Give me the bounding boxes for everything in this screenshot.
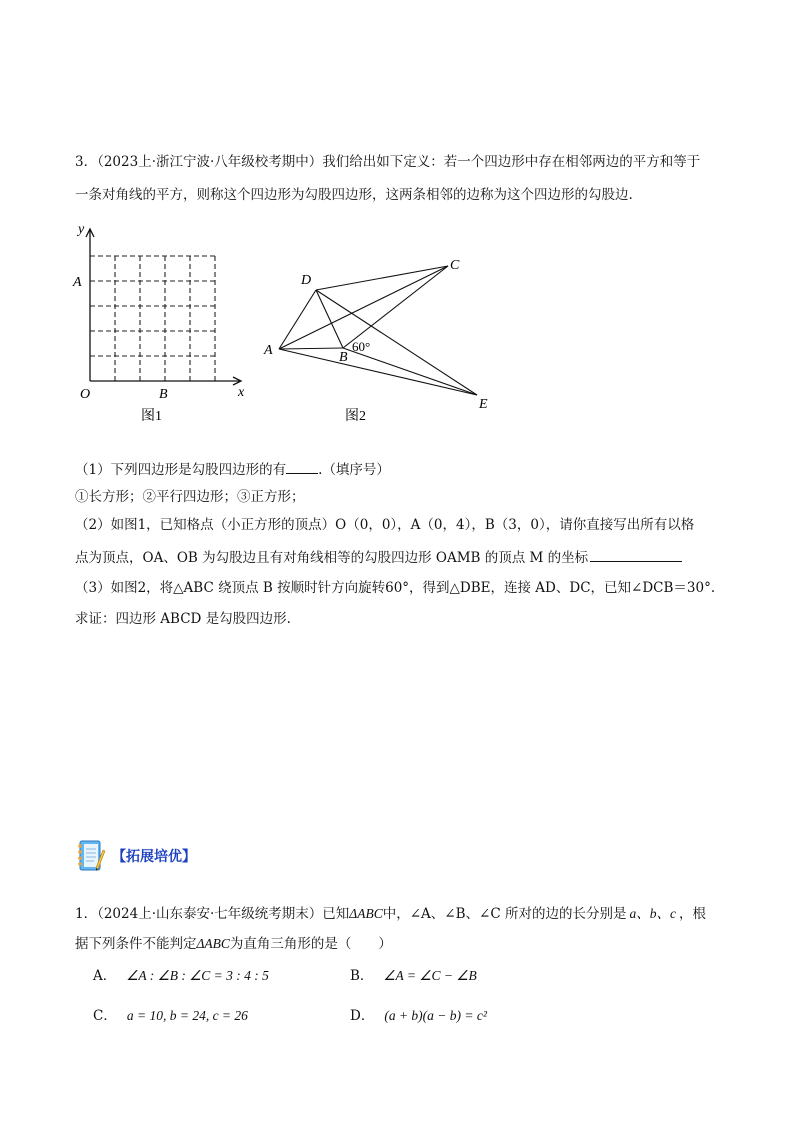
q3-part2-line2 xyxy=(75,547,682,568)
point-A-label: A xyxy=(264,343,273,358)
section-header xyxy=(76,838,196,874)
point-O-label: O xyxy=(80,387,91,402)
part3-line1: （3）如图2，将△ABC 绕顶点 B 按顺时针方向旋转60°，得到△DBE，连接 AD、DC，已知∠DCB＝30°. xyxy=(75,580,716,596)
option-A-text: ∠A : ∠B : ∠C = 3 : 4 : 5 xyxy=(126,968,269,983)
point-B-label: B xyxy=(159,387,168,402)
q3-number: 3． xyxy=(75,154,98,170)
grid-lines xyxy=(90,256,215,381)
q1-text-2: 中，∠A、∠B、∠C 所对的边的长分别是 xyxy=(382,906,627,922)
q1-line2 xyxy=(75,934,392,954)
q3-intro-2: 一条对角线的平方，则称这个四边形为勾股四边形，这两条相邻的边称为这个四边形的勾股边. xyxy=(75,187,633,203)
point-E-label: E xyxy=(479,397,488,412)
option-C-label: C． xyxy=(93,1008,117,1024)
q3-part1 xyxy=(75,459,390,480)
q3-intro-1: 我们给出如下定义：若一个四边形中存在相邻两边的平方和等于 xyxy=(322,154,701,170)
point-A-label: A xyxy=(73,275,82,290)
option-D-text: (a + b)(a − b) = c² xyxy=(384,1008,487,1023)
q1-text-1: （2024上·山东泰安·七年级统考期末）已知 xyxy=(97,906,350,922)
notebook-pencil-icon xyxy=(76,838,106,874)
y-axis-label: y xyxy=(78,222,85,237)
segment-BC xyxy=(343,266,448,348)
option-B[interactable] xyxy=(350,966,477,986)
x-axis-label: x xyxy=(238,385,245,400)
option-C-text: a = 10, b = 24, c = 26 xyxy=(126,1008,248,1023)
segment-AE xyxy=(279,349,477,395)
part1-options: ①长方形；②平行四边形；③正方形； xyxy=(75,489,305,505)
segment-DC xyxy=(316,266,448,290)
side-letters: a、b、c xyxy=(629,906,676,921)
q1-text-5: 为直角三角形的是（ ） xyxy=(229,936,392,952)
option-B-label: B． xyxy=(350,968,374,984)
section-title: 【拓展培优】 xyxy=(112,849,196,865)
figure-1-caption: 图1 xyxy=(141,409,162,424)
q1-number: 1． xyxy=(75,906,98,922)
figure-1 xyxy=(68,218,258,428)
segment-AB xyxy=(279,348,343,349)
option-A[interactable] xyxy=(93,966,269,986)
part1-suffix: .（填序号） xyxy=(318,462,390,478)
q3-source: （2023上·浙江宁波·八年级校考期中） xyxy=(97,154,323,170)
point-D-label: D xyxy=(301,273,312,288)
figure-2-caption: 图2 xyxy=(345,409,366,424)
q1-text-3: ，根 xyxy=(678,906,706,922)
q3-line1 xyxy=(75,152,700,172)
part2-line2: 点为顶点，OA、OB 为勾股边且有对角线相等的勾股四边形 OAMB 的顶点 M 的坐标 xyxy=(75,550,589,566)
q1-text-4: 据下列条件不能判定 xyxy=(75,936,197,952)
answer-blank-2[interactable] xyxy=(590,547,682,562)
segment-BE xyxy=(343,348,477,395)
triangle-symbol: ΔABC xyxy=(349,906,383,921)
figure-2 xyxy=(255,248,505,428)
part2-line1: （2）如图1，已知格点（小正方形的顶点）O（0，0），A（0，4），B（3，0），请你直接写出所有以格 xyxy=(75,517,695,533)
option-A-label: A． xyxy=(93,968,117,984)
option-C[interactable] xyxy=(93,1006,248,1026)
part3-line2: 求证：四边形 ABCD 是勾股四边形. xyxy=(75,611,291,627)
triangle-symbol: ΔABC xyxy=(196,936,230,951)
part1-text: （1）下列四边形是勾股四边形的有 xyxy=(75,462,287,478)
option-D-label: D． xyxy=(350,1008,375,1024)
option-B-text: ∠A = ∠C − ∠B xyxy=(383,968,477,983)
answer-blank-1[interactable] xyxy=(286,459,318,474)
option-D[interactable] xyxy=(350,1006,487,1026)
q1-line1 xyxy=(75,904,706,924)
point-C-label: C xyxy=(450,258,460,273)
point-B-label: B xyxy=(339,350,348,365)
angle-label: 60° xyxy=(352,339,371,354)
